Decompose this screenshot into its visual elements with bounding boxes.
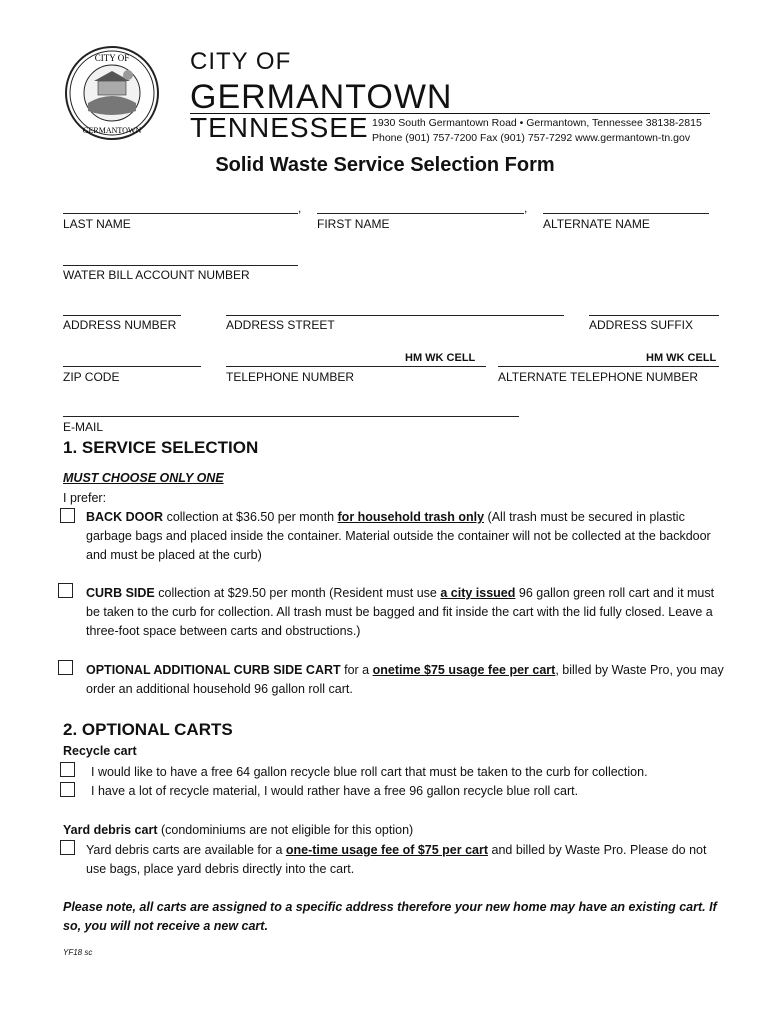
first-name-label: FIRST NAME	[317, 217, 390, 231]
water-bill-field[interactable]	[63, 265, 298, 266]
yard-debris-eligibility: (condominiums are not eligible for this option)	[157, 823, 414, 837]
prefer-label: I prefer:	[63, 491, 107, 505]
water-bill-label: WATER BILL ACCOUNT NUMBER	[63, 268, 250, 282]
yard-debris-option	[86, 841, 726, 879]
comma-separator: ,	[524, 201, 528, 215]
must-choose-note: MUST CHOOSE ONLY ONE	[63, 471, 224, 485]
alt-phone-type-options[interactable]: HM WK CELL	[646, 352, 717, 364]
recycle-cart-title: Recycle cart	[63, 744, 137, 758]
curb-side-checkbox[interactable]	[58, 583, 73, 598]
alternate-name-label: ALTERNATE NAME	[543, 217, 650, 231]
optional-curb-cart-checkbox[interactable]	[58, 660, 73, 675]
city-seal	[64, 45, 160, 141]
optional-curb-cart-text: for a	[340, 663, 373, 677]
curb-side-text: collection at $29.50 per month (Resident must use	[154, 586, 441, 600]
optional-curb-cart-option	[86, 661, 726, 699]
address-number-label: ADDRESS NUMBER	[63, 318, 177, 332]
seal-text-bottom: GERMANTOWN	[82, 126, 142, 135]
recycle-64-checkbox[interactable]	[60, 762, 75, 777]
last-name-label: LAST NAME	[63, 217, 131, 231]
back-door-title: BACK DOOR	[86, 510, 164, 524]
curb-side-details: 96 gallon green roll cart and it must be taken to the curb for collection. All trash must be bagged and fit inside the cart with the lid fully closed. Leave a three-foot space between carts and obstructions.)	[86, 586, 715, 638]
curb-side-option	[86, 584, 726, 641]
city-address	[372, 116, 702, 146]
alt-telephone-field[interactable]	[498, 366, 719, 367]
alternate-name-field[interactable]	[543, 213, 709, 214]
yard-debris-emphasis: one-time usage fee of $75 per cart	[285, 843, 489, 857]
phone-type-options[interactable]: HM WK CELL	[405, 352, 476, 364]
form-code: YF18 sc	[63, 948, 93, 957]
optional-curb-cart-emphasis: onetime $75 usage fee per cart	[372, 663, 556, 677]
logo-tennessee: TENNESSEE	[190, 112, 369, 143]
logo-germantown: GERMANTOWN	[190, 78, 453, 116]
yard-debris-details: and billed by Waste Pro. Please do not use bags, place yard debris directly into the cart.	[86, 843, 707, 876]
recycle-64-option: I would like to have a free 64 gallon recycle blue roll cart that must be taken to the curb for collection.	[91, 765, 648, 779]
back-door-emphasis: for household trash only	[337, 510, 485, 524]
comma-separator: ,	[298, 201, 302, 215]
recycle-96-option: I have a lot of recycle material, I would rather have a free 96 gallon recycle blue roll cart.	[91, 784, 579, 798]
yard-debris-title: Yard debris cart	[63, 823, 158, 837]
first-name-field[interactable]	[317, 213, 524, 214]
logo-city-of: CITY OF	[190, 48, 292, 75]
recycle-96-checkbox[interactable]	[60, 782, 75, 797]
email-field[interactable]	[63, 416, 519, 417]
form-title: Solid Waste Service Selection Form	[215, 154, 555, 176]
yard-debris-text: Yard debris carts are available for a	[86, 843, 286, 857]
back-door-text: collection at $36.50 per month	[163, 510, 338, 524]
last-name-field[interactable]	[63, 213, 298, 214]
address-street-field[interactable]	[226, 315, 564, 316]
zip-code-field[interactable]	[63, 366, 201, 367]
service-selection-heading: 1. SERVICE SELECTION	[63, 438, 259, 457]
optional-curb-cart-details: , billed by Waste Pro, you may order an additional household 96 gallon roll cart.	[86, 663, 724, 696]
address-suffix-field[interactable]	[589, 315, 719, 316]
back-door-checkbox[interactable]	[60, 508, 75, 523]
zip-code-label: ZIP CODE	[63, 370, 120, 384]
address-line-1: 1930 South Germantown Road • Germantown, Tennessee 38138-2815	[372, 117, 702, 129]
alt-telephone-label: ALTERNATE TELEPHONE NUMBER	[498, 370, 699, 384]
optional-carts-heading: 2. OPTIONAL CARTS	[63, 720, 233, 739]
address-number-field[interactable]	[63, 315, 181, 316]
back-door-option	[86, 508, 726, 565]
yard-debris-checkbox[interactable]	[60, 840, 75, 855]
address-line-2: Phone (901) 757-7200 Fax (901) 757-7292 www.germantown-tn.gov	[372, 132, 691, 144]
telephone-field[interactable]	[226, 366, 486, 367]
curb-side-title: CURB SIDE	[86, 586, 155, 600]
yard-debris-heading	[63, 821, 723, 840]
optional-curb-cart-title: OPTIONAL ADDITIONAL CURB SIDE CART	[86, 663, 341, 677]
back-door-details: (All trash must be secured in plastic garbage bags and placed inside the container. Material outside the container will not be collected at the backdoor and must be placed at the curb)	[86, 510, 711, 562]
email-label: E-MAIL	[63, 420, 104, 434]
curb-side-emphasis: a city issued	[440, 586, 516, 600]
seal-text-top: CITY OF	[94, 53, 130, 63]
telephone-label: TELEPHONE NUMBER	[226, 370, 355, 384]
address-street-label: ADDRESS STREET	[226, 318, 335, 332]
cart-assignment-note: Please note, all carts are assigned to a specific address therefore your new home may have an existing cart. If so, you will not receive a new cart.	[63, 900, 717, 933]
address-suffix-label: ADDRESS SUFFIX	[589, 318, 694, 332]
